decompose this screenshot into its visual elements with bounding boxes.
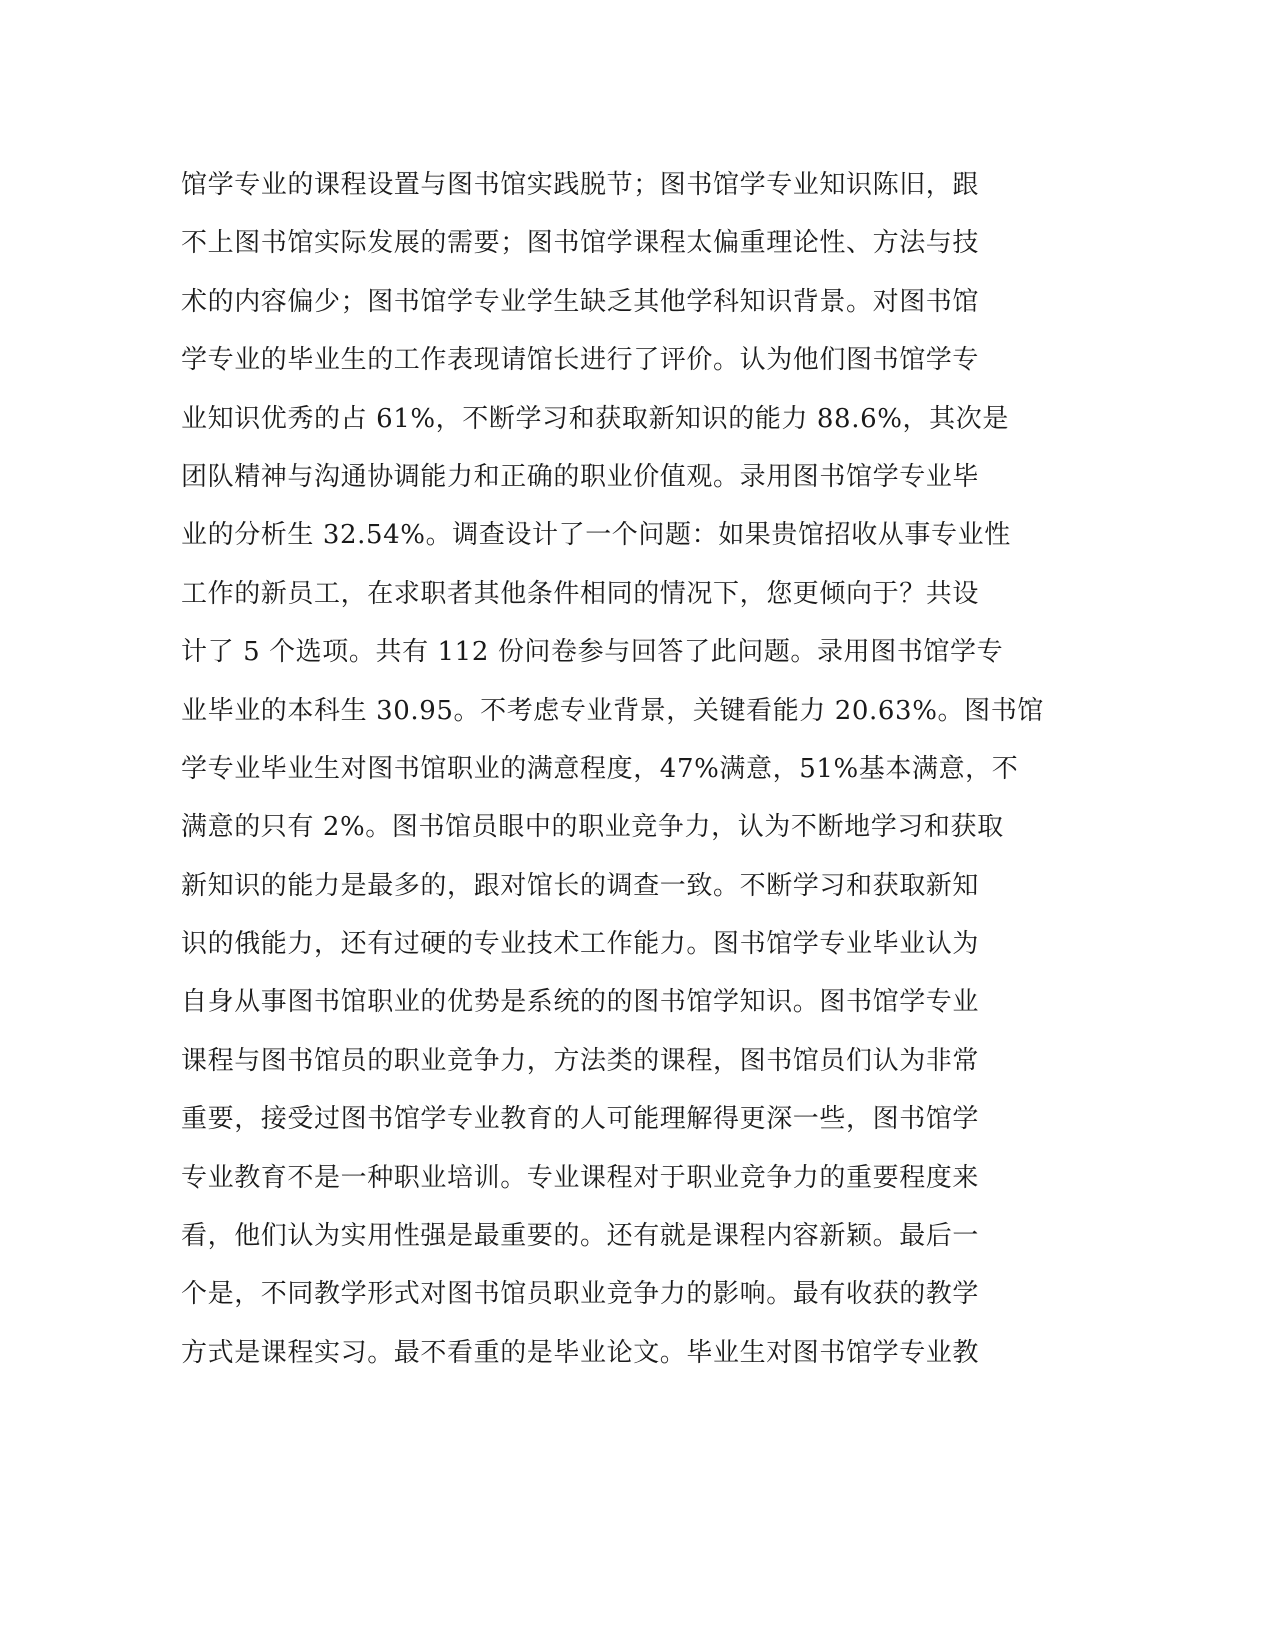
body-paragraph	[181, 156, 1044, 1382]
text-line: 工作的新员工，在求职者其他条件相同的情况下，您更倾向于？共设	[181, 578, 980, 609]
text-line: 业的分析生 32.54%。调查设计了一个问题：如果贵馆招收从事专业性	[181, 520, 1011, 551]
text-line: 看，他们认为实用性强是最重要的。还有就是课程内容新颖。最后一	[181, 1221, 980, 1252]
text-line: 课程与图书馆员的职业竞争力，方法类的课程，图书馆员们认为非常	[181, 1045, 980, 1076]
text-line: 重要，接受过图书馆学专业教育的人可能理解得更深一些，图书馆学	[181, 1104, 980, 1135]
text-line: 自身从事图书馆职业的优势是系统的的图书馆学知识。图书馆学专业	[181, 987, 980, 1018]
text-line: 计了 5 个选项。共有 112 份问卷参与回答了此问题。录用图书馆学专	[181, 637, 1004, 668]
text-line: 个是，不同教学形式对图书馆员职业竞争力的影响。最有收获的教学	[181, 1279, 980, 1310]
text-line: 术的内容偏少；图书馆学专业学生缺乏其他学科知识背景。对图书馆	[181, 286, 980, 317]
text-line: 满意的只有 2%。图书馆员眼中的职业竞争力，认为不断地学习和获取	[181, 812, 1004, 843]
text-line: 学专业毕业生对图书馆职业的满意程度，47%满意，51%基本满意，不	[181, 753, 1019, 784]
text-line: 学专业的毕业生的工作表现请馆长进行了评价。认为他们图书馆学专	[181, 345, 980, 376]
text-line: 业知识优秀的占 61%，不断学习和获取新知识的能力 88.6%，其次是	[181, 403, 1009, 434]
text-line: 团队精神与沟通协调能力和正确的职业价值观。录用图书馆学专业毕	[181, 461, 980, 492]
text-line: 识的俄能力，还有过硬的专业技术工作能力。图书馆学专业毕业认为	[181, 929, 980, 960]
text-line: 新知识的能力是最多的，跟对馆长的调查一致。不断学习和获取新知	[181, 870, 980, 901]
text-line: 不上图书馆实际发展的需要；图书馆学课程太偏重理论性、方法与技	[181, 228, 980, 259]
text-line: 方式是课程实习。最不看重的是毕业论文。毕业生对图书馆学专业教	[181, 1337, 980, 1368]
text-line: 业毕业的本科生 30.95。不考虑专业背景，关键看能力 20.63%。图书馆	[181, 695, 1044, 726]
text-line: 馆学专业的课程设置与图书馆实践脱节；图书馆学专业知识陈旧，跟	[181, 170, 980, 200]
text-line: 专业教育不是一种职业培训。专业课程对于职业竞争力的重要程度来	[181, 1162, 980, 1193]
